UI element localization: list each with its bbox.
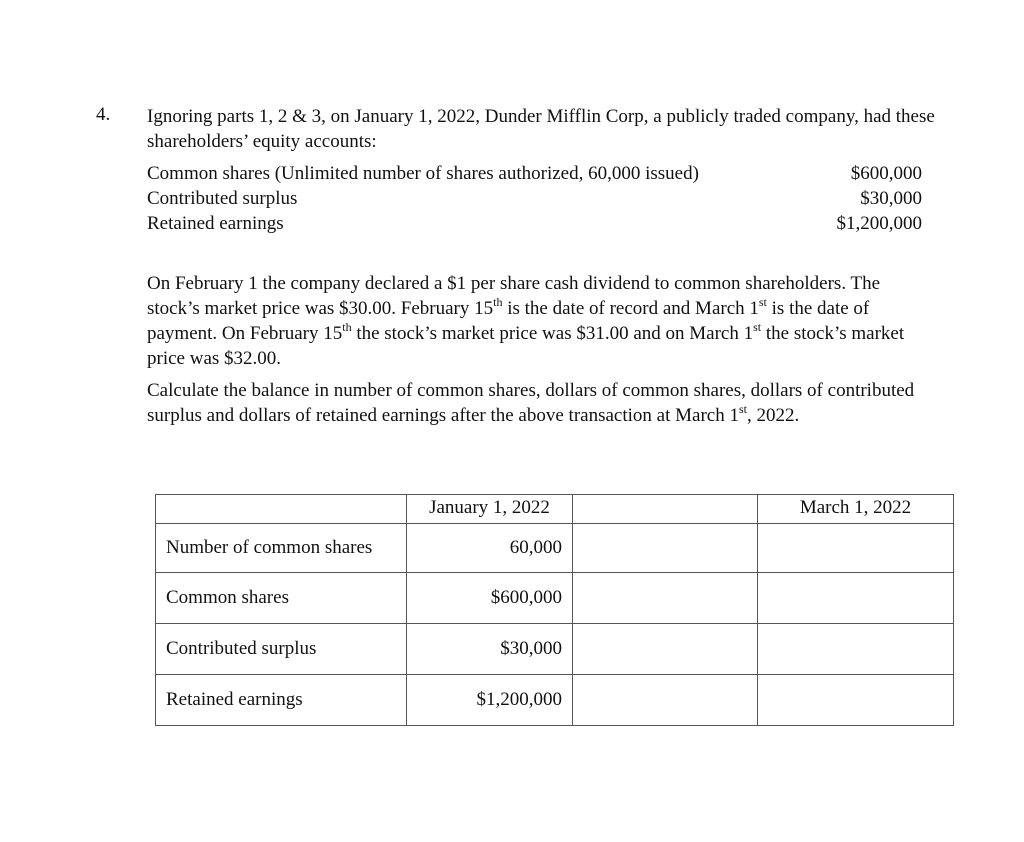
account-label: Common shares (Unlimited number of shares authorized, 60,000 issued): [147, 163, 699, 184]
row-label: Number of common shares: [156, 524, 407, 573]
account-amount: $600,000: [850, 163, 922, 184]
ordinal-suffix: st: [738, 402, 747, 416]
table-row: [156, 573, 954, 624]
blank-cell[interactable]: [573, 624, 758, 675]
mar-answer-cell[interactable]: [758, 624, 954, 675]
account-label: Contributed surplus: [147, 188, 298, 209]
jan-value: 60,000: [407, 524, 573, 573]
mar-answer-cell[interactable]: [758, 524, 954, 573]
ordinal-suffix: th: [342, 320, 352, 334]
transaction-text: is the date of record and March 1: [502, 298, 759, 319]
ordinal-suffix: st: [753, 320, 762, 334]
instruction-tail: , 2022.: [746, 405, 800, 426]
transaction-text: On February 1 the company declared a $1 per share cash dividend to common shareholders. The stock’s market price was $30.00. February 15: [147, 273, 881, 319]
question-number: 4.: [96, 104, 111, 125]
header-cell-jan: January 1, 2022: [407, 495, 573, 524]
jan-value: $1,200,000: [407, 675, 573, 726]
account-row: [147, 211, 922, 236]
blank-cell[interactable]: [573, 573, 758, 624]
blank-cell[interactable]: [573, 675, 758, 726]
mar-answer-cell[interactable]: [758, 675, 954, 726]
transaction-text: the stock’s market price was $32.00.: [147, 323, 905, 369]
instruction-text: Calculate the balance in number of common shares, dollars of common shares, dollars of contributed surplus and dollars of retained earnings after the above transaction at March 1: [147, 380, 915, 426]
transaction-text: is the date of payment. On February 15: [147, 298, 870, 344]
mar-answer-cell[interactable]: [758, 573, 954, 624]
jan-value: $30,000: [407, 624, 573, 675]
account-amount: $30,000: [860, 188, 922, 209]
header-cell-blank: [573, 495, 758, 524]
account-label: Retained earnings: [147, 213, 284, 234]
transaction-text: the stock’s market price was $31.00 and on March 1: [351, 323, 754, 344]
account-row: [147, 161, 922, 186]
header-cell-mar: March 1, 2022: [758, 495, 954, 524]
blank-cell[interactable]: [573, 524, 758, 573]
row-label: Contributed surplus: [156, 624, 407, 675]
account-amount: $1,200,000: [836, 213, 922, 234]
instruction-paragraph: [147, 378, 937, 428]
ordinal-suffix: st: [758, 295, 767, 309]
header-cell-label: [156, 495, 407, 524]
jan-value: $600,000: [407, 573, 573, 624]
row-label: Common shares: [156, 573, 407, 624]
ordinal-suffix: th: [493, 295, 503, 309]
row-label: Retained earnings: [156, 675, 407, 726]
table-row: [156, 524, 954, 573]
table-header-row: [156, 495, 954, 524]
account-row: [147, 186, 922, 211]
equity-accounts-list: [147, 161, 922, 236]
transaction-paragraph: [147, 271, 937, 371]
question-intro: Ignoring parts 1, 2 & 3, on January 1, 2022, Dunder Mifflin Corp, a publicly traded company, had these shareholders’ equity accounts:: [147, 106, 935, 152]
table-row: [156, 675, 954, 726]
balance-table: [155, 494, 954, 726]
table-row: [156, 624, 954, 675]
